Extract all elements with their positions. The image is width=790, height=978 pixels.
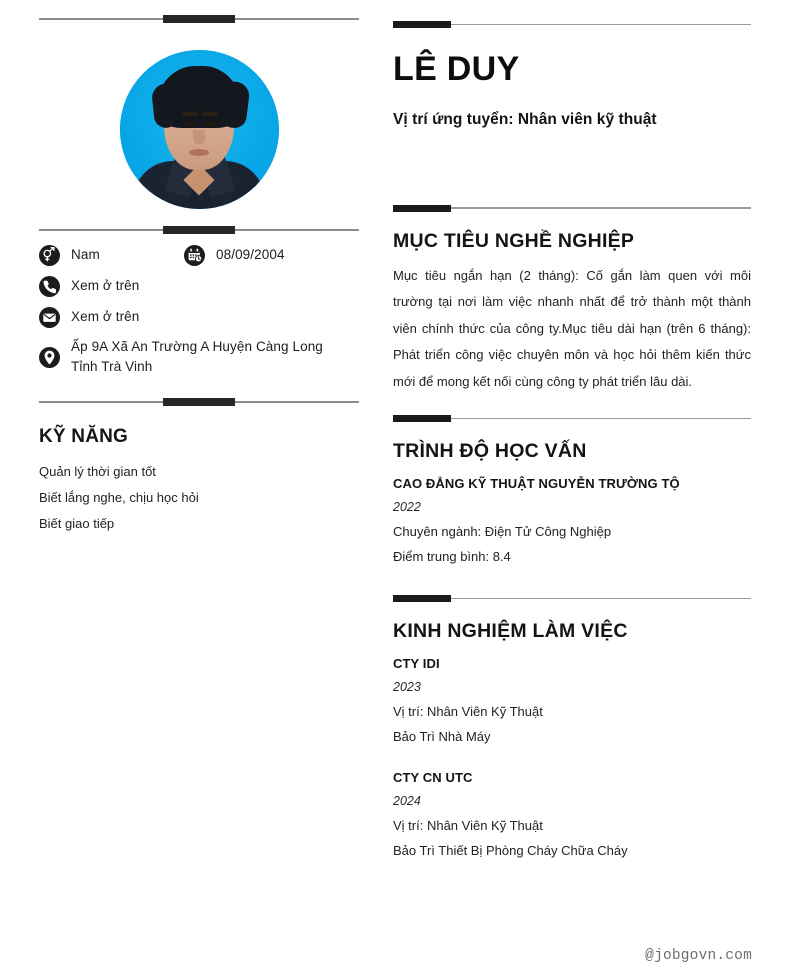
divider-thick-bar (163, 15, 235, 23)
gender-value: Nam (71, 247, 100, 262)
address-value: Ấp 9A Xã An Trường A Huyện Càng Long Tỉnh Trà Vinh (71, 339, 323, 374)
job-position-subtitle: Vị trí ứng tuyển: Nhân viên kỹ thuật (393, 110, 657, 128)
experience-company: CTY IDI (393, 656, 440, 672)
divider-thick-bar (163, 226, 235, 234)
avatar-mouth (189, 149, 209, 156)
contact-list (39, 244, 359, 377)
list-item: Biết lắng nghe, chịu học hỏi (39, 490, 199, 505)
left-column (39, 0, 359, 978)
skills-heading: KỸ NĂNG (39, 426, 129, 447)
avatar-nose (193, 130, 205, 144)
experience-position: Vị trí: Nhân Viên Kỹ Thuật (393, 704, 543, 720)
divider-above-education (393, 415, 751, 422)
email-value: Xem ở trên (71, 309, 140, 324)
divider-top-left (39, 15, 359, 23)
contact-row (39, 306, 359, 328)
page-title: LÊ DUY (393, 50, 520, 88)
right-column (393, 0, 751, 978)
divider-above-objective (393, 205, 751, 212)
birthday-value: 08/09/2004 (216, 247, 285, 262)
experience-heading: KINH NGHIỆM LÀM VIỆC (393, 620, 628, 643)
list-item: Quản lý thời gian tốt (39, 464, 156, 479)
contact-gender (39, 244, 184, 266)
education-major: Chuyên ngành: Điện Tử Công Nghiệp (393, 524, 612, 540)
experience-company: CTY CN UTC (393, 770, 473, 786)
location-pin-icon (39, 347, 60, 368)
contact-birthday (184, 244, 285, 266)
experience-description: Bảo Trì Nhà Máy (393, 729, 491, 745)
divider-thick-bar (393, 205, 451, 212)
avatar-eye-left (184, 121, 197, 126)
gender-icon (39, 245, 60, 266)
objective-heading: MỤC TIÊU NGHỀ NGHIỆP (393, 229, 635, 252)
divider-thick-bar (393, 595, 451, 602)
experience-entry (393, 653, 751, 749)
objective-text: Mục tiêu ngắn hạn (2 tháng): Cố gắn làm quen với môi trường tại nơi làm việc nhanh nhất để trở thành một thành viên chính thức của công ty.Mục tiêu dài hạn (trên 6 tháng): Phát triển công việc chuyên môn và học hỏi thêm kiến thức mới để mong kết nối cùng công ty phát triển lâu dài. (393, 267, 751, 389)
profile-photo-wrapper (39, 50, 359, 209)
divider-above-experience (393, 595, 751, 602)
divider-above-skills (39, 398, 359, 406)
education-entry (393, 473, 751, 569)
phone-icon (39, 276, 60, 297)
divider-thick-bar (163, 398, 235, 406)
education-year: 2022 (393, 500, 421, 515)
divider-below-photo (39, 226, 359, 234)
contact-row (39, 244, 359, 266)
education-gpa: Điểm trung bình: 8.4 (393, 549, 511, 565)
avatar (120, 50, 279, 209)
experience-entry (393, 767, 751, 863)
watermark: @jobgovn.com (645, 948, 752, 964)
experience-position: Vị trí: Nhân Viên Kỹ Thuật (393, 818, 543, 834)
experience-year: 2023 (393, 680, 421, 695)
list-item: Biết giao tiếp (39, 516, 115, 531)
education-school: CAO ĐẲNG KỸ THUẬT NGUYỄN TRƯỜNG TỘ (393, 476, 680, 492)
education-heading: TRÌNH ĐỘ HỌC VẤN (393, 440, 587, 463)
contact-row (39, 275, 359, 297)
calendar-clock-icon (184, 245, 205, 266)
avatar-eye-right (203, 121, 216, 126)
contact-row (39, 337, 359, 377)
envelope-icon (39, 307, 60, 328)
divider-top-right (393, 21, 751, 28)
phone-value: Xem ở trên (71, 278, 140, 293)
experience-description: Bảo Trì Thiết Bị Phòng Cháy Chữa Cháy (393, 843, 628, 859)
skills-list (39, 459, 359, 537)
divider-thick-bar (393, 21, 451, 28)
experience-year: 2024 (393, 794, 421, 809)
divider-thick-bar (393, 415, 451, 422)
